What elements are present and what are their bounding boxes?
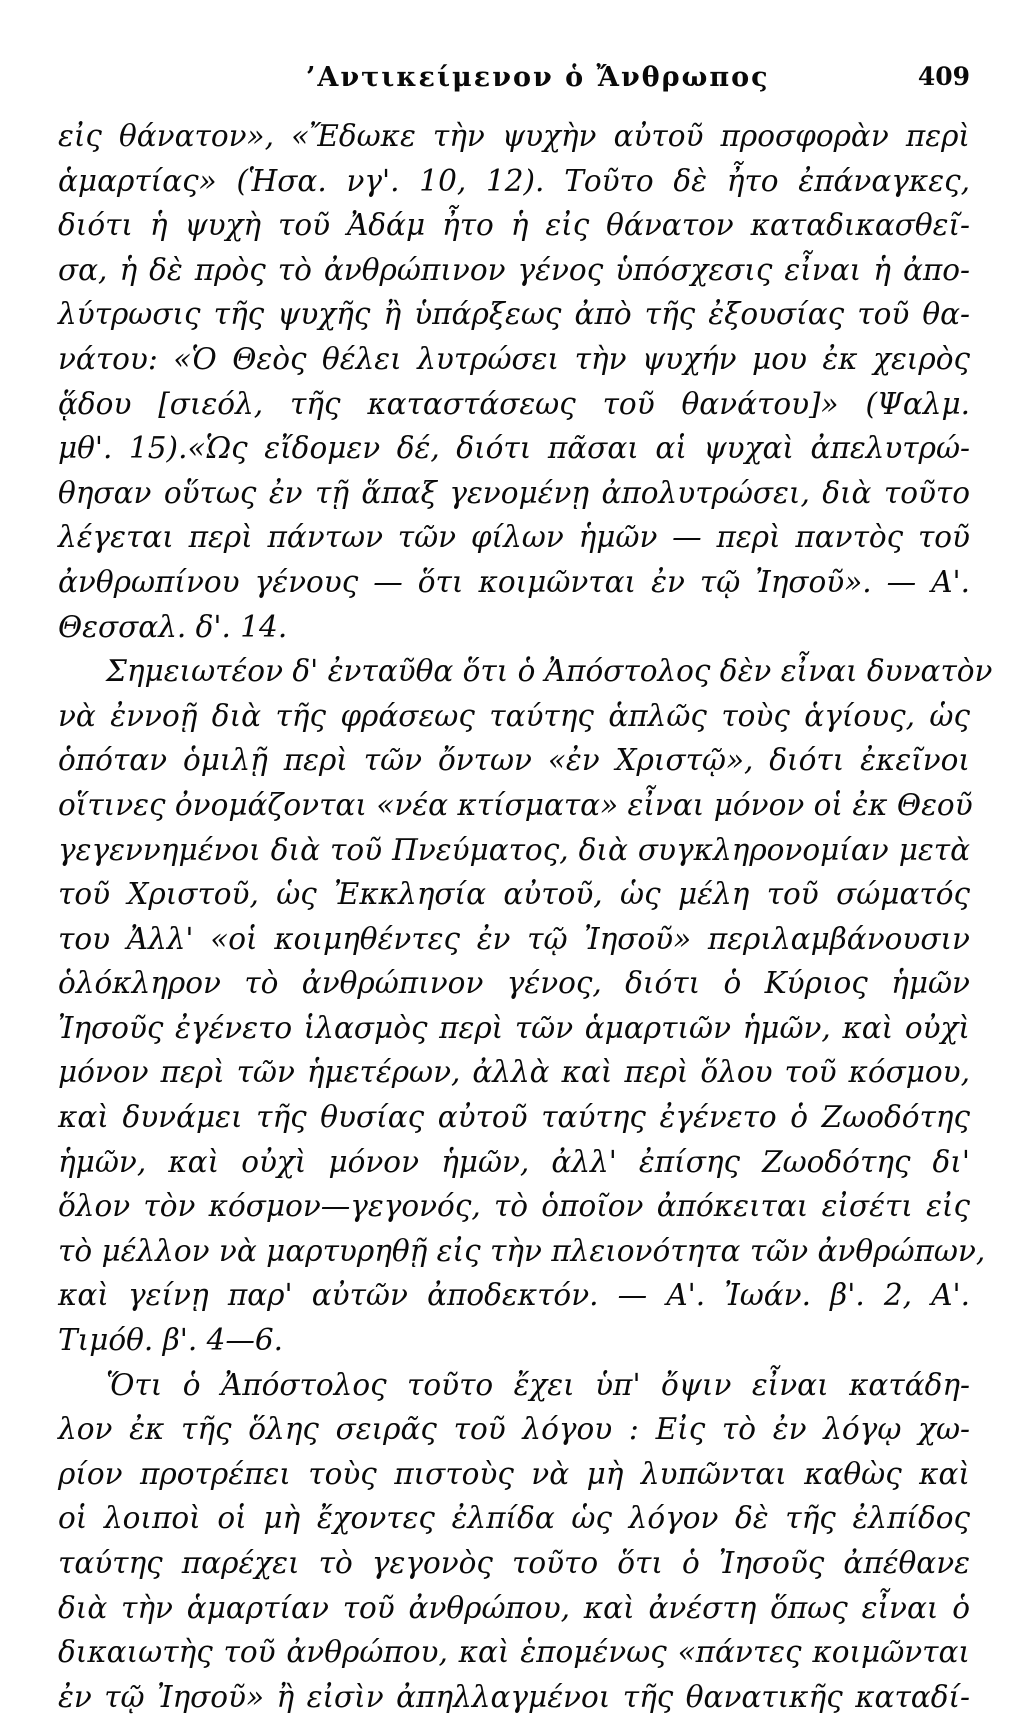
text-line: ταύτης παρέχει τὸ γεγονὸς τοῦτο ὅτι ὁ Ἰησοῦς ἀπέθανε [58, 1546, 970, 1580]
text-line: διὰ τὴν ἁμαρτίαν τοῦ ἀνθρώπου, καὶ ἀνέστη ὅπως εἶναι ὁ [58, 1590, 970, 1625]
text-line: του Ἀλλ' «οἱ κοιμηθέντες ἐν τῷ Ἰησοῦ» περιλαμβάνουσιν [58, 921, 970, 956]
text-line: ἀνθρωπίνου γένους — ὅτι κοιμῶνται ἐν τῷ Ἰησοῦ». — Α'. [58, 564, 970, 599]
text-line: καὶ γείνῃ παρ' αὐτῶν ἀποδεκτόν. — Α'. Ἰωάν. β'. 2, Α'. [58, 1278, 970, 1313]
text-line: δικαιωτὴς τοῦ ἀνθρώπου, καὶ ἑπομένως «πάντες κοιμῶνται [58, 1635, 970, 1670]
paragraph [58, 649, 993, 1363]
text-line: γεγεννημένοι διὰ τοῦ Πνεύματος, διὰ συγκληρονομίαν μετὰ [58, 832, 970, 867]
text-line: μόνον περὶ τῶν ἡμετέρων, ἀλλὰ καὶ περὶ ὅλου τοῦ κόσμου, [58, 1055, 970, 1090]
text-line: Σημειωτέον δ' ἐνταῦθα ὅτι ὁ Ἀπόστολος δὲν εἶναι δυνατὸν [106, 654, 993, 689]
text-line: καὶ δυνάμει τῆς θυσίας αὐτοῦ ταύτης ἐγένετο ὁ Ζωοδότης [58, 1100, 970, 1135]
text-line: ᾅδου [σιεόλ, τῆς καταστάσεως τοῦ θανάτου]» (Ψαλμ. [58, 386, 970, 421]
text-line: λον ἐκ τῆς ὅλης σειρᾶς τοῦ λόγου : Εἰς τὸ ἐν λόγῳ χω- [58, 1412, 970, 1447]
text-line: ἁμαρτίας» (Ἡσα. νγ'. 10, 12). Τοῦτο δὲ ἦτο ἐπάναγκες, [58, 163, 970, 198]
paragraph [58, 1363, 970, 1719]
text-line: νάτου: «Ὁ Θεὸς θέλει λυτρώσει τὴν ψυχήν μου ἐκ χειρὸς [58, 341, 970, 376]
text-line: Ἰησοῦς ἐγένετο ἱλασμὸς περὶ τῶν ἁμαρτιῶν ἡμῶν, καὶ οὐχὶ [58, 1010, 970, 1045]
text-line: ὅλον τὸν κόσμον—γεγονός, τὸ ὁποῖον ἀπόκειται εἰσέτι εἰς [58, 1189, 970, 1224]
text-line: Ὅτι ὁ Ἀπόστολος τοῦτο ἔχει ὑπ' ὄψιν εἶναι κατάδη- [106, 1367, 970, 1402]
text-line: ἐν τῷ Ἰησοῦ» ἢ εἰσὶν ἀπηλλαγμένοι τῆς θανατικῆς καταδί- [58, 1679, 970, 1714]
text-line: Τιμόθ. β'. 4—6. [58, 1323, 284, 1358]
book-page [58, 40, 993, 1719]
text-line: διότι ἡ ψυχὴ τοῦ Ἀδάμ ἦτο ἡ εἰς θάνατον καταδικασθεῖ- [58, 208, 970, 243]
text-line: λύτρωσις τῆς ψυχῆς ἢ ὑπάρξεως ἀπὸ τῆς ἐξουσίας τοῦ θα- [58, 297, 970, 332]
text-line: τὸ μέλλον νὰ μαρτυρηθῇ εἰς τὴν πλειονότητα τῶν ἀνθρώπων, [58, 1233, 986, 1268]
text-line: νὰ ἐννοῇ διὰ τῆς φράσεως ταύτης ἁπλῶς τοὺς ἁγίους, ὡς [58, 698, 970, 733]
text-line: οἵτινες ὀνομάζονται «νέα κτίσματα» εἶναι μόνον οἱ ἐκ Θεοῦ [58, 787, 973, 822]
page-number: 409 [917, 62, 970, 91]
text-line: θησαν οὕτως ἐν τῇ ἅπαξ γενομένῃ ἀπολυτρώσει, διὰ τοῦτο [58, 475, 970, 510]
paragraph [58, 114, 970, 649]
body-text [58, 114, 993, 1719]
page-header [58, 40, 970, 100]
text-line: ὁλόκληρον τὸ ἀνθρώπινον γένος, διότι ὁ Κύριος ἡμῶν [58, 966, 970, 1001]
running-title: ’Αντικείμενον ὁ Ἄνθρωπος [306, 62, 770, 93]
text-line: ὁπόταν ὁμιλῇ περὶ τῶν ὄντων «ἐν Χριστῷ», διότι ἐκεῖνοι [58, 743, 970, 778]
text-line: λέγεται περὶ πάντων τῶν φίλων ἡμῶν — περὶ παντὸς τοῦ [58, 520, 970, 555]
text-line: εἰς θάνατον», «Ἔδωκε τὴν ψυχὴν αὐτοῦ προσφορὰν περὶ [58, 119, 970, 153]
text-line: μθ'. 15).«Ὡς εἴδομεν δέ, διότι πᾶσαι αἱ ψυχαὶ ἀπελυτρώ- [58, 431, 970, 466]
text-line: Θεσσαλ. δ'. 14. [58, 609, 288, 644]
text-line: τοῦ Χριστοῦ, ὡς Ἐκκλησία αὐτοῦ, ὡς μέλη τοῦ σώματός [58, 877, 970, 912]
text-line: ἡμῶν, καὶ οὐχὶ μόνον ἡμῶν, ἀλλ' ἐπίσης Ζωοδότης δι' [58, 1144, 970, 1179]
text-line: οἱ λοιποὶ οἱ μὴ ἔχοντες ἐλπίδα ὡς λόγον δὲ τῆς ἐλπίδος [58, 1501, 970, 1536]
text-line: ρίον προτρέπει τοὺς πιστοὺς νὰ μὴ λυπῶνται καθὼς καὶ [58, 1456, 970, 1491]
text-line: σα, ἡ δὲ πρὸς τὸ ἀνθρώπινον γένος ὑπόσχεσις εἶναι ἡ ἀπο- [58, 252, 970, 287]
